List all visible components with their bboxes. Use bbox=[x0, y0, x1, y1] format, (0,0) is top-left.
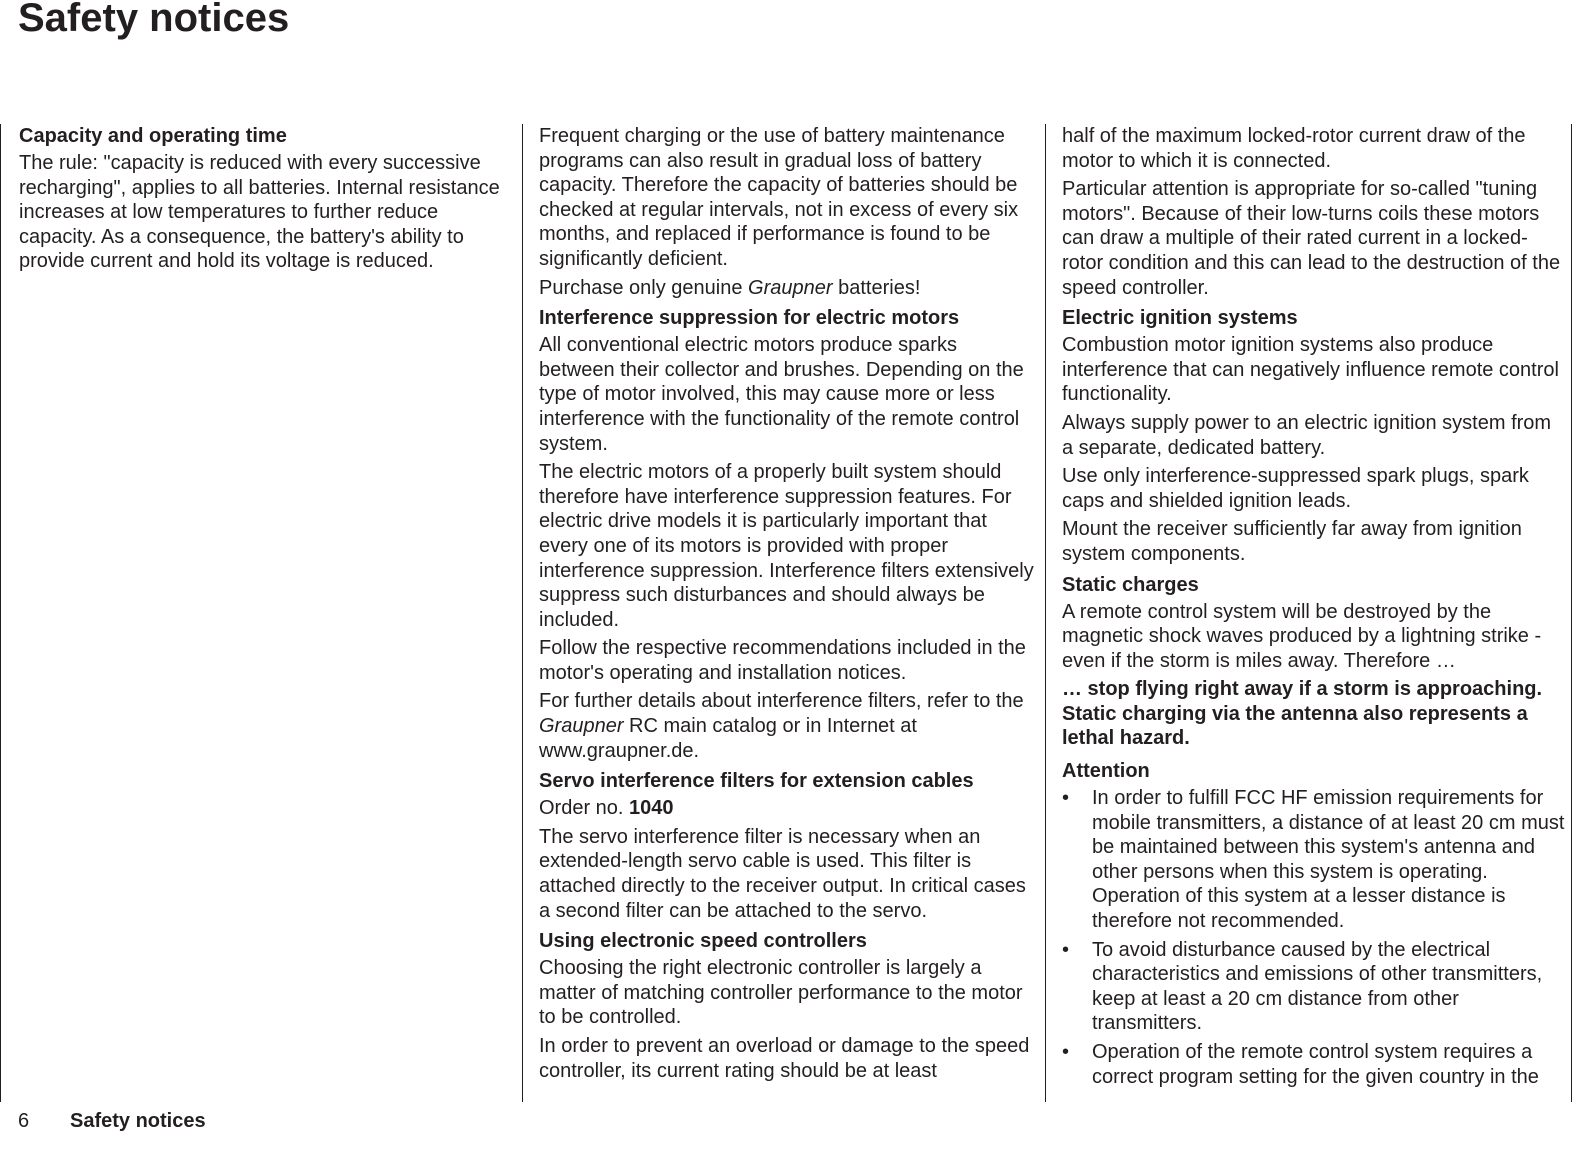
details-text: For further details about interference filters, refer to the bbox=[539, 690, 1024, 713]
esc-heading: Using electronic speed controllers bbox=[539, 930, 867, 953]
locked-rotor-paragraph: half of the maximum locked-rotor current draw of the motor to which it is connected. bbox=[1062, 125, 1526, 172]
footer-section-title: Safety notices bbox=[70, 1110, 206, 1132]
esc-paragraph-1: Choosing the right electronic controller is largely a matter of matching controller performance to the motor to be controlled. bbox=[539, 957, 1023, 1029]
servo-filter-heading: Servo interference filters for extension cables bbox=[539, 770, 974, 793]
attention-heading: Attention bbox=[1062, 760, 1150, 783]
interference-heading: Interference suppression for electric motors bbox=[539, 307, 960, 330]
attention-list bbox=[1062, 786, 1565, 1089]
list-item: • Operation of the remote control system requires a correct program setting for the given country in the bbox=[1062, 1040, 1565, 1089]
order-number-line bbox=[539, 796, 1035, 821]
brand-name: Graupner bbox=[539, 715, 624, 738]
list-item: • In order to fulfill FCC HF emission requirements for mobile transmitters, a distance of at least 20 cm must be maintained between this system's antenna and other persons when this system is operating. Operation of this system at a lesser distance is therefore not recommended. bbox=[1062, 786, 1565, 934]
ignition-paragraph-3: Use only interference-suppressed spark plugs, spark caps and shielded ignition leads. bbox=[1062, 465, 1529, 512]
page-title: Safety notices bbox=[18, 0, 290, 40]
column-right bbox=[1046, 124, 1572, 1102]
interference-paragraph-3: Follow the respective recommendations included in the motor's operating and installation notices. bbox=[539, 637, 1026, 684]
purchase-text: Purchase only genuine bbox=[539, 276, 749, 299]
purchase-paragraph bbox=[539, 276, 1035, 301]
details-paragraph bbox=[539, 689, 1035, 763]
list-item: • To avoid disturbance caused by the electrical characteristics and emissions of other transmitters, keep at least a 20 cm distance from other transmitters. bbox=[1062, 938, 1565, 1036]
column-middle bbox=[523, 124, 1046, 1102]
order-label: Order no. bbox=[539, 797, 630, 820]
battery-maintenance-paragraph: Frequent charging or the use of battery maintenance programs can also result in gradual loss of battery capacity. Therefore the capacity of batteries should be checked at regular intervals, not in excess of every six months, and replaced if performance is found to be significantly deficient. bbox=[539, 125, 1019, 270]
brand-name: Graupner bbox=[748, 276, 833, 299]
capacity-paragraph: The rule: "capacity is reduced with every successive recharging", applies to all batteries. Internal resistance increases at low temperatures to further reduce capacity. As a consequence, the battery's ability to provide current and hold its voltage is reduced. bbox=[19, 152, 500, 273]
lightning-warning: … stop flying right away if a storm is approaching. Static charging via the antenna also represents a lethal hazard. bbox=[1062, 678, 1543, 750]
ignition-paragraph-1: Combustion motor ignition systems also produce interference that can negatively influence remote control functionality. bbox=[1062, 334, 1559, 406]
ignition-paragraph-2: Always supply power to an electric ignition system from a separate, dedicated battery. bbox=[1062, 411, 1552, 459]
page-footer bbox=[18, 1108, 206, 1134]
servo-filter-paragraph: The servo interference filter is necessary when an extended-length servo cable is used. This filter is attached directly to the receiver output. In critical cases a second filter can be attached to the servo. bbox=[539, 825, 1026, 922]
column-left bbox=[0, 124, 523, 1102]
purchase-text-end: batteries! bbox=[832, 276, 921, 299]
tuning-motors-paragraph: Particular attention is appropriate for so-called "tuning motors". Because of their low-turns coils these motors can draw a multiple of their rated current in a locked-rotor condition and this can lead to the destruction of the speed controller. bbox=[1062, 178, 1561, 299]
static-paragraph: A remote control system will be destroyed by the magnetic shock waves produced by a lightning strike - even if the storm is miles away. Therefore … bbox=[1062, 600, 1542, 672]
page-number: 6 bbox=[18, 1110, 30, 1132]
interference-paragraph-2: The electric motors of a properly built system should therefore have interference suppression features. For electric drive models it is particularly important that every one of its motors is provided with proper interference suppression. Interference filters extensively suppress such disturbances and should always be included. bbox=[539, 461, 1034, 631]
esc-paragraph-2: In order to prevent an overload or damage to the speed controller, its current rating should be at least bbox=[539, 1035, 1030, 1082]
ignition-paragraph-4: Mount the receiver sufficiently far away from ignition system components. bbox=[1062, 518, 1522, 565]
capacity-heading: Capacity and operating time bbox=[19, 125, 287, 147]
order-number: 1040 bbox=[629, 797, 674, 820]
static-heading: Static charges bbox=[1062, 573, 1199, 596]
interference-paragraph-1: All conventional electric motors produce sparks between their collector and brushes. Depending on the type of motor involved, this may cause more or less interference with the functionality of the remote control system. bbox=[539, 334, 1024, 455]
ignition-heading: Electric ignition systems bbox=[1062, 307, 1298, 330]
details-text-end: RC main catalog or in Internet at www.graupner.de. bbox=[539, 715, 917, 762]
